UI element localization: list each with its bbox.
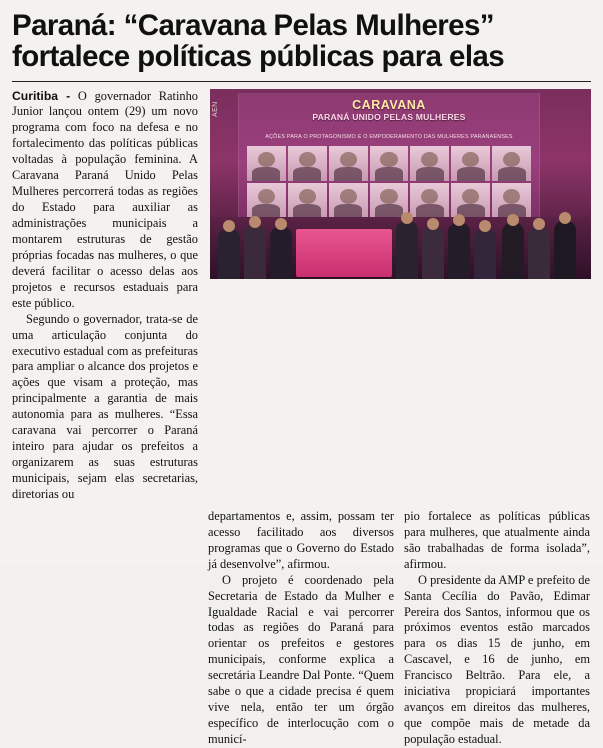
headline-line-1: Paraná: “Caravana Pelas Mulheres” <box>12 9 494 42</box>
portrait-cell <box>329 146 368 181</box>
paragraph: Segundo o governador, trata-se de uma articulação conjunta do executivo estadual com as prefeituras para ampliar o alcance dos projetos e ações que visam a proteção, mas principalmente a garantia de mais autonomia para as mulheres. “Essa caravana vai percorrer o Paraná inteiro para ajudar os prefeitos a organizarem as suas estruturas municipais, sejam elas secretarias, diretorias ou <box>12 311 198 501</box>
article-photo <box>210 89 591 279</box>
paragraph: O presidente da AMP e prefeito de Santa Cecília do Pavão, Edimar Pereira dos Santos, informou que os próximos eventos estão marcados para os dias 15 de junho, em Cascavel, e 16 de junho, em Francisco Beltrão. Para ele, a iniciativa propiciará importantes avanços em direitos das mulheres, que compõe mais de metade da população estadual. <box>404 572 590 747</box>
portrait-cell <box>288 146 327 181</box>
headline-divider <box>12 81 591 82</box>
backdrop-title <box>239 99 539 122</box>
columns-bottom <box>0 509 603 748</box>
column-1 <box>12 89 198 503</box>
portrait-cell <box>370 146 409 181</box>
portrait-cell <box>451 146 490 181</box>
headline-line-2: fortalece políticas públicas para elas <box>12 40 505 74</box>
backdrop-title-sub: PARANÁ UNIDO PELAS MULHERES <box>312 111 466 122</box>
portrait-cell <box>247 146 286 181</box>
paragraph <box>12 89 198 312</box>
backdrop-kicker: AÇÕES PARA O PROTAGONISMO E O EMPODERAMENTO DAS MULHERES PARANAENSES <box>265 133 513 140</box>
photo-image <box>210 89 591 279</box>
page-title <box>0 0 603 75</box>
backdrop-title-main: CARAVANA <box>352 97 426 112</box>
paragraph: departamentos e, assim, possam ter acesso facilitado aos diversos programas que o Governo do Estado já desenvolve”, afirmou. <box>208 508 394 571</box>
dateline: Curitiba - <box>12 88 71 103</box>
paragraph: pio fortalece as políticas públicas para mulheres, que atualmente ainda são trabalhadas de forma isolada”, afirmou. <box>404 508 590 571</box>
photo-credit: AEN <box>212 100 219 117</box>
paragraph-text: O governador Ratinho Junior lançou ontem (29) um novo programa com foco na defesa e no fortalecimento das políticas públicas voltadas à população feminina. A Caravana Paraná Unido Pelas Mulheres percorrerá todas as regiões do Estado para auxiliar as administrações municipais a montarem estruturas de gestão próprias focadas nas mulheres, o que deverá facilitar o acesso delas aos projetos e recursos estaduais para este público. <box>12 88 198 310</box>
audience-group <box>210 183 591 279</box>
column-3 <box>404 509 590 748</box>
paragraph: O projeto é coordenado pela Secretaria de Estado da Mulher e Igualdade Racial e vai percorrer todas as regiões do Paraná para orientar os prefeitos e gestores municipais, conforme explica a secretária Leandre Dal Ponte. “Quem sabe o que a cidade precisa é quem vive nela, então ter um órgão específico de interlocução com o municí- <box>208 572 394 747</box>
portrait-cell <box>410 146 449 181</box>
column-2 <box>208 509 394 748</box>
article-body <box>0 89 603 503</box>
portrait-cell <box>492 146 531 181</box>
